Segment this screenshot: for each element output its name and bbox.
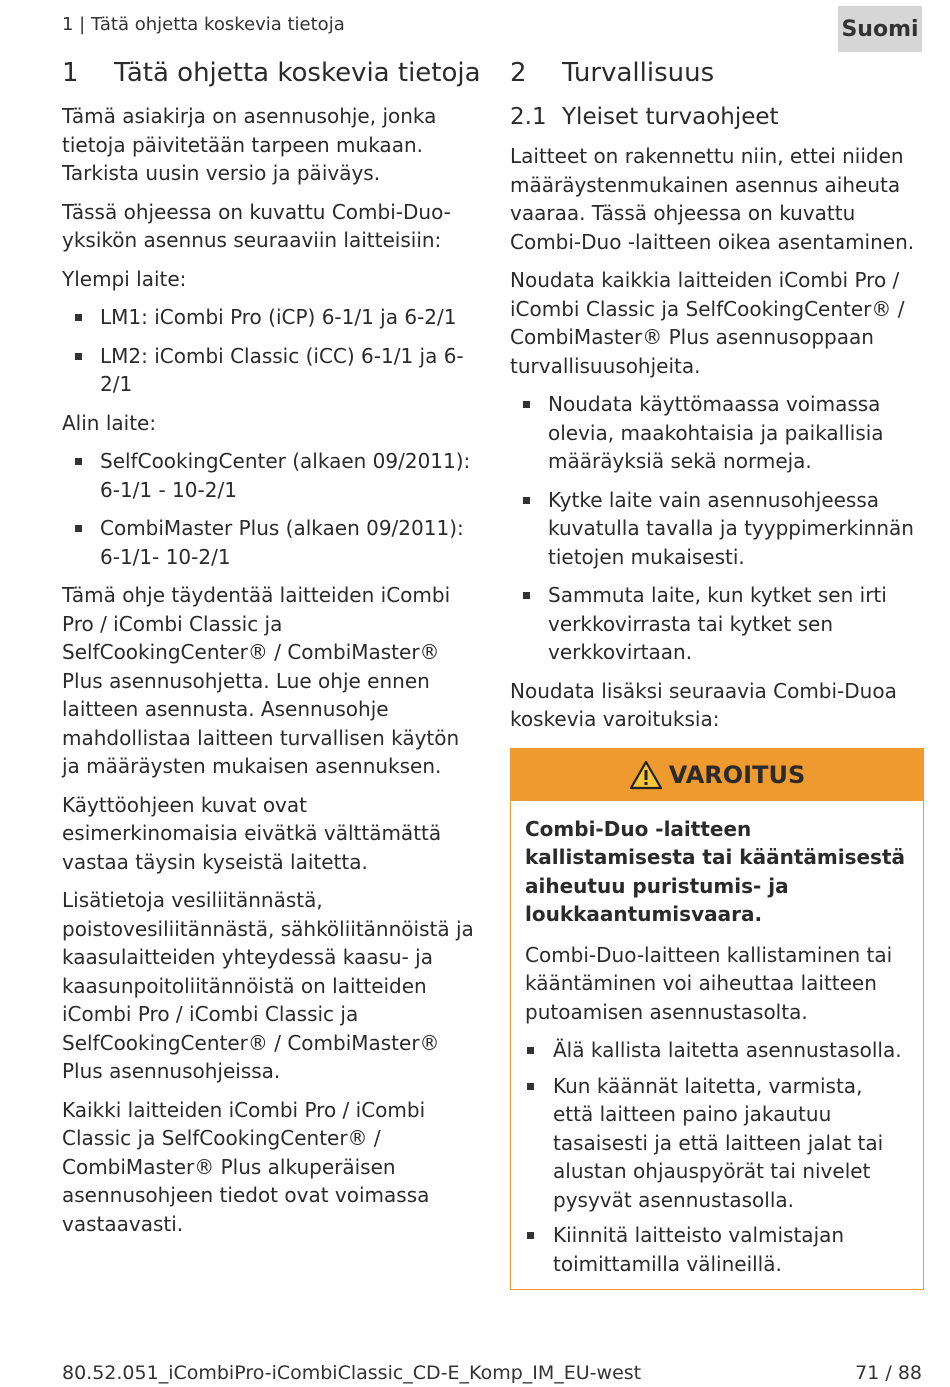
section-2-heading [510, 56, 922, 90]
warning-lead: Combi-Duo -laitteen kallistamisesta tai kääntämisestä aiheutuu puristumis- ja loukkaantumisvaara. [525, 816, 905, 926]
warning-title: VAROITUS [668, 760, 806, 789]
list-item: Sammuta laite, kun kytket sen irti verkkovirrasta tai kytket sen verkkovirtaan. [510, 581, 922, 667]
upper-device-label: Ylempi laite: [62, 266, 187, 291]
warning-box [510, 748, 924, 1291]
validity-paragraph: Kaikki laitteiden iCombi Pro / iCombi Classic ja SelfCookingCenter® / CombiMaster® Plus alkuperäisen asennusohjeen tiedot ovat voimassa vastaavasti. [62, 1097, 430, 1236]
list-item: CombiMaster Plus (alkaen 09/2011): 6-1/1- 10-2/1 [62, 514, 482, 571]
section-2-1-title: Yleiset turvaohjeet [562, 104, 779, 130]
list-item: Kytke laite vain asennusohjeessa kuvatulla tavalla ja tyyppimerkinnän tietojen mukaisesti. [510, 486, 922, 572]
safety-intro-paragraph: Laitteet on rakennettu niin, ettei niiden määräystenmukainen asennus aiheuta vaaraa. Tässä ohjeessa on kuvattu Combi-Duo -laitteen oikea asentaminen. [510, 144, 915, 254]
list-item: Kun käännät laitetta, varmista, että laitteen paino jakautuu tasaisesti ja että laitteen jalat tai alustan ohjauspyörät tai nivelet pysyvät asennustasolla. [525, 1072, 909, 1215]
scope-paragraph: Tässä ohjeessa on kuvattu Combi-Duo-yksikön asennus seuraaviin laitteisiin: [62, 199, 451, 252]
lower-device-label: Alin laite: [62, 410, 157, 435]
safety-list [510, 390, 922, 667]
list-item: Kiinnitä laitteisto valmistajan toimittamilla välineillä. [525, 1221, 909, 1278]
intro-paragraph: Tämä asiakirja on asennusohje, jonka tietoja päivitetään tarpeen mukaan. Tarkista uusin versio ja päiväys. [62, 104, 437, 185]
warnings-intro-paragraph: Noudata lisäksi seuraavia Combi-Duoa koskevia varoituksia: [510, 678, 897, 731]
list-item: LM1: iCombi Pro (iCP) 6-1/1 ja 6-2/1 [62, 303, 482, 332]
warning-header [511, 749, 923, 801]
section-2-1-heading [510, 102, 922, 132]
footer-document-id: 80.52.051_iCombiPro-iCombiClassic_CD-E_Komp_IM_EU-west [62, 1362, 642, 1384]
list-item: Noudata käyttömaassa voimassa olevia, maakohtaisia ja paikallisia määräyksiä sekä normeja. [510, 390, 922, 476]
header-breadcrumb: 1 | Tätä ohjetta koskevia tietoja [62, 14, 345, 35]
list-item: SelfCookingCenter (alkaen 09/2011): 6-1/1 - 10-2/1 [62, 447, 482, 504]
upper-device-list [62, 303, 482, 399]
footer-page-number: 71 / 88 [855, 1362, 922, 1384]
supplement-paragraph: Tämä ohje täydentää laitteiden iCombi Pro / iCombi Classic ja SelfCookingCenter® / CombiMaster® Plus asennusohjetta. Lue ohje ennen laitteen asennusta. Asennusohje mahdollistaa laitteen turvallisen käytön ja määräysten mukaisen asennuksen. [62, 583, 460, 778]
warning-body [511, 801, 923, 1290]
section-2-title: Turvallisuus [562, 58, 715, 88]
images-paragraph: Käyttöohjeen kuvat ovat esimerkinomaisia eivätkä välttämättä vastaa täysin kyseistä laitetta. [62, 792, 442, 874]
right-column [510, 56, 922, 1290]
section-1-number: 1 [62, 58, 79, 88]
list-item: Älä kallista laitetta asennustasolla. [525, 1036, 909, 1065]
section-2-1-number: 2.1 [510, 104, 547, 130]
warning-text: Combi-Duo-laitteen kallistaminen tai kääntäminen voi aiheuttaa laitteen putoamisen asennustasolta. [525, 942, 893, 1024]
warning-list [525, 1036, 909, 1278]
language-badge: Suomi [838, 6, 922, 52]
section-1-title: Tätä ohjetta koskevia tietoja [114, 58, 481, 88]
section-2-number: 2 [510, 58, 527, 88]
safety-follow-paragraph: Noudata kaikkia laitteiden iCombi Pro / iCombi Classic ja SelfCookingCenter® / CombiMaster® Plus asennusoppaan turvallisuusohjeita. [510, 268, 905, 378]
connections-paragraph: Lisätietoja vesiliitännästä, poistovesiliitännästä, sähköliitännöistä ja kaasulaitteiden yhteydessä kaasu- ja kaasunpoitoliitännöistä on laitteiden iCombi Pro / iCombi Classic ja SelfCookingCenter® / CombiMaster® Plus asennusohjeissa. [62, 888, 474, 1083]
list-item: LM2: iCombi Classic (iCC) 6-1/1 ja 6-2/1 [62, 342, 482, 399]
section-1-heading [62, 56, 482, 90]
warning-triangle-icon [629, 760, 663, 790]
left-column [62, 56, 482, 1248]
lower-device-list [62, 447, 482, 571]
